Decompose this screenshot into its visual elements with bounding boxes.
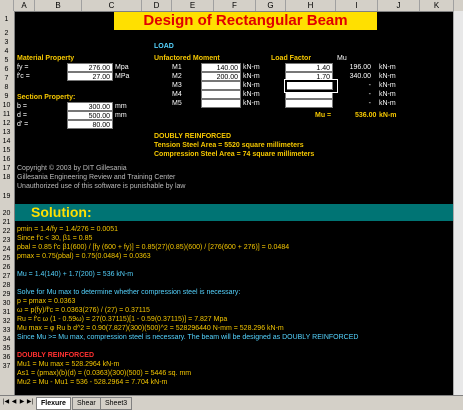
moment-label: M2 xyxy=(172,73,182,80)
compression-steel-area: Compression Steel Area = 74 square millimeters xyxy=(154,151,315,158)
row-header[interactable]: 21 xyxy=(2,219,11,226)
sheet-title: Design of Rectangular Beam xyxy=(143,12,348,29)
factored-moment-unit: kN-m xyxy=(379,82,396,89)
row-header[interactable]: 14 xyxy=(2,138,11,145)
fc-unit: MPa xyxy=(115,73,130,80)
factored-moment-unit: kN-m xyxy=(379,64,396,71)
moment-input[interactable]: 200.00 xyxy=(201,72,241,81)
fc-input[interactable]: 27.00 xyxy=(67,72,113,81)
tab-flexure[interactable]: Flexure xyxy=(36,397,71,410)
row-header[interactable]: 29 xyxy=(2,291,11,298)
copyright-line: Gillesania Engineering Review and Training Center xyxy=(17,174,176,181)
moment-label: M4 xyxy=(172,91,182,98)
d-unit: mm xyxy=(115,112,127,119)
vertical-scrollbar[interactable] xyxy=(453,11,463,395)
row-header[interactable]: 3 xyxy=(4,39,9,46)
row-header[interactable]: 24 xyxy=(2,246,11,253)
column-header[interactable]: G xyxy=(256,0,286,11)
prev-sheet-arrow-icon[interactable]: ◀ xyxy=(11,399,17,405)
tab-shear[interactable]: Shear xyxy=(72,397,101,410)
tab-sheet3[interactable]: Sheet3 xyxy=(100,397,132,410)
solution-line: Mu = 1.4(140) + 1.7(200) = 536 kN-m xyxy=(17,271,134,278)
moment-label: M3 xyxy=(172,82,182,89)
moment-input[interactable] xyxy=(201,99,241,108)
solution-line: DOUBLY REINFORCED xyxy=(17,352,95,359)
row-header[interactable]: 27 xyxy=(2,273,11,280)
next-sheet-arrow-icon[interactable]: ▶ xyxy=(19,399,25,405)
material-heading: Material Property xyxy=(17,55,75,62)
row-header[interactable]: 9 xyxy=(4,93,9,100)
solution-line: As1 = (pmax)(b)(d) = (0.0363)(300)(500) = 5446 sq. mm xyxy=(17,370,192,377)
solution-line: Since f'c < 30, β1 = 0.85 xyxy=(17,235,93,242)
column-header[interactable]: A xyxy=(14,0,35,11)
last-sheet-arrow-icon[interactable]: ▶| xyxy=(26,399,34,405)
moment-input[interactable] xyxy=(201,81,241,90)
solution-line: Mu max = φ Ru b d^2 = 0.90(7.827)(300)(500)^2 = 528296440 N-mm = 528.296 kN-m xyxy=(17,325,284,332)
column-header[interactable]: E xyxy=(172,0,214,11)
moment-unit: kN-m xyxy=(243,91,260,98)
select-all-corner[interactable] xyxy=(0,0,14,11)
row-header[interactable]: 6 xyxy=(4,66,9,73)
factored-moment: 196.00 xyxy=(349,64,371,71)
copyright-line: Copyright © 2003 by DIT Gillesania xyxy=(17,165,127,172)
row-header-bar xyxy=(0,11,15,395)
moment-input[interactable]: 140.00 xyxy=(201,63,241,72)
solution-line: pmax = 0.75(pbal) = 0.75(0.0484) = 0.0363 xyxy=(17,253,151,260)
dprime-label: d' = xyxy=(17,121,29,128)
b-label: b = xyxy=(17,103,27,110)
row-header[interactable]: 13 xyxy=(2,129,11,136)
tension-steel-area: Tension Steel Area = 5520 square millimeters xyxy=(154,142,304,149)
copyright-line: Unauthorized use of this software is punishable by law xyxy=(17,183,186,190)
load-factor-heading: Load Factor xyxy=(271,55,312,62)
solution-line: Ru = f'c ω (1 - 0.59ω) = 27(0.37115)[1 - 0.59(0.37115)] = 7.827 Mpa xyxy=(17,316,228,323)
row-header[interactable]: 10 xyxy=(2,102,11,109)
column-header[interactable]: C xyxy=(82,0,142,11)
row-header[interactable]: 17 xyxy=(2,165,11,172)
column-header[interactable]: F xyxy=(214,0,256,11)
row-header[interactable]: 28 xyxy=(2,282,11,289)
d-label: d = xyxy=(17,112,27,119)
mu-total-label: Mu = xyxy=(315,112,332,119)
factored-moment-unit: kN-m xyxy=(379,73,396,80)
column-header[interactable]: K xyxy=(420,0,454,11)
mu-heading: Mu xyxy=(337,55,347,62)
row-header[interactable]: 15 xyxy=(2,147,11,154)
factored-moment: - xyxy=(368,91,371,98)
row-header[interactable]: 7 xyxy=(4,75,9,82)
column-header[interactable]: D xyxy=(142,0,172,11)
row-header[interactable]: 23 xyxy=(2,237,11,244)
solution-heading: Solution: xyxy=(31,204,92,220)
moment-unit: kN-m xyxy=(243,64,260,71)
row-header[interactable]: 32 xyxy=(2,318,11,325)
factored-moment: - xyxy=(368,82,371,89)
row-header[interactable]: 1 xyxy=(4,16,9,23)
column-header[interactable]: J xyxy=(378,0,420,11)
row-header[interactable]: 8 xyxy=(4,84,9,91)
d-input[interactable]: 500.00 xyxy=(67,111,113,120)
mu-total-value: 536.00 xyxy=(355,112,377,119)
dprime-input[interactable]: 80.00 xyxy=(67,120,113,129)
moment-input[interactable] xyxy=(201,90,241,99)
moment-label: M1 xyxy=(172,64,182,71)
solution-line: Solve for Mu max to determine whether compression steel is necessary: xyxy=(17,289,241,296)
column-header[interactable]: B xyxy=(35,0,82,11)
solution-line: pmin = 1.4/fy = 1.4/276 = 0.0051 xyxy=(17,226,118,233)
row-header[interactable]: 11 xyxy=(2,111,11,118)
factored-moment-unit: kN-m xyxy=(379,91,396,98)
load-factor-input[interactable] xyxy=(285,99,333,108)
unfactored-moment-heading: Unfactored Moment xyxy=(154,55,220,62)
column-header-bar xyxy=(0,0,463,12)
load-factor-input[interactable]: 1.70 xyxy=(285,72,333,81)
b-unit: mm xyxy=(115,103,127,110)
row-header[interactable]: 36 xyxy=(2,354,11,361)
b-input[interactable]: 300.00 xyxy=(67,102,113,111)
moment-label: M5 xyxy=(172,100,182,107)
row-header[interactable]: 18 xyxy=(2,174,11,181)
fc-label: f'c = xyxy=(17,73,30,80)
row-header[interactable]: 4 xyxy=(4,48,9,55)
factored-moment: - xyxy=(368,100,371,107)
row-header[interactable]: 20 xyxy=(2,210,11,217)
row-header[interactable]: 16 xyxy=(2,156,11,163)
worksheet-grid[interactable] xyxy=(15,12,463,395)
row-header[interactable]: 22 xyxy=(2,228,11,235)
load-heading: LOAD xyxy=(154,43,174,50)
first-sheet-arrow-icon[interactable]: |◀ xyxy=(2,399,10,405)
factored-moment-unit: kN-m xyxy=(379,100,396,107)
row-header[interactable]: 12 xyxy=(2,120,11,127)
solution-line: Mu2 = Mu - Mu1 = 536 - 528.2964 = 7.704 kN-m xyxy=(17,379,168,386)
row-header[interactable]: 37 xyxy=(2,363,11,370)
moment-unit: kN-m xyxy=(243,73,260,80)
row-header[interactable]: 33 xyxy=(2,327,11,334)
solution-line: Mu1 = Mu max = 528.2964 kN-m xyxy=(17,361,120,368)
solution-line: p = pmax = 0.0363 xyxy=(17,298,76,305)
column-header[interactable]: I xyxy=(336,0,378,11)
solution-line: pbal = 0.85 f'c β1(600) / [fy (600 + fy)] = 0.85(27)(0.85)(600) / [276(600 + 276)] = 0.0484 xyxy=(17,244,290,251)
moment-unit: kN-m xyxy=(243,82,260,89)
solution-line: Since Mu >= Mu max, compression steel is necessary. The beam will be designed as DOUBLY REINFORCED xyxy=(17,334,359,341)
row-header[interactable]: 35 xyxy=(2,345,11,352)
row-header[interactable]: 31 xyxy=(2,309,11,316)
section-heading: Section Property: xyxy=(17,94,76,101)
row-header[interactable]: 30 xyxy=(2,300,11,307)
row-header[interactable]: 26 xyxy=(2,264,11,271)
solution-line: ω = p(fy)/f'c = 0.0363(276) / (27) = 0.37115 xyxy=(17,307,150,314)
fy-label: fy = xyxy=(17,64,29,71)
factored-moment: 340.00 xyxy=(349,73,371,80)
reinforcement-type: DOUBLY REINFORCED xyxy=(154,133,232,140)
column-header[interactable]: H xyxy=(286,0,336,11)
fy-unit: Mpa xyxy=(115,64,129,71)
row-header[interactable]: 25 xyxy=(2,255,11,262)
mu-total-unit: kN-m xyxy=(379,112,397,119)
sheet-tab-bar xyxy=(0,395,463,410)
row-header[interactable]: 2 xyxy=(4,30,9,37)
moment-unit: kN-m xyxy=(243,100,260,107)
row-header[interactable]: 34 xyxy=(2,336,11,343)
row-header[interactable]: 19 xyxy=(2,193,11,200)
active-cell-cursor[interactable] xyxy=(285,80,337,92)
load-factor-input[interactable]: 1.40 xyxy=(285,63,333,72)
fy-input[interactable]: 276.00 xyxy=(67,63,113,72)
row-header[interactable]: 5 xyxy=(4,57,9,64)
